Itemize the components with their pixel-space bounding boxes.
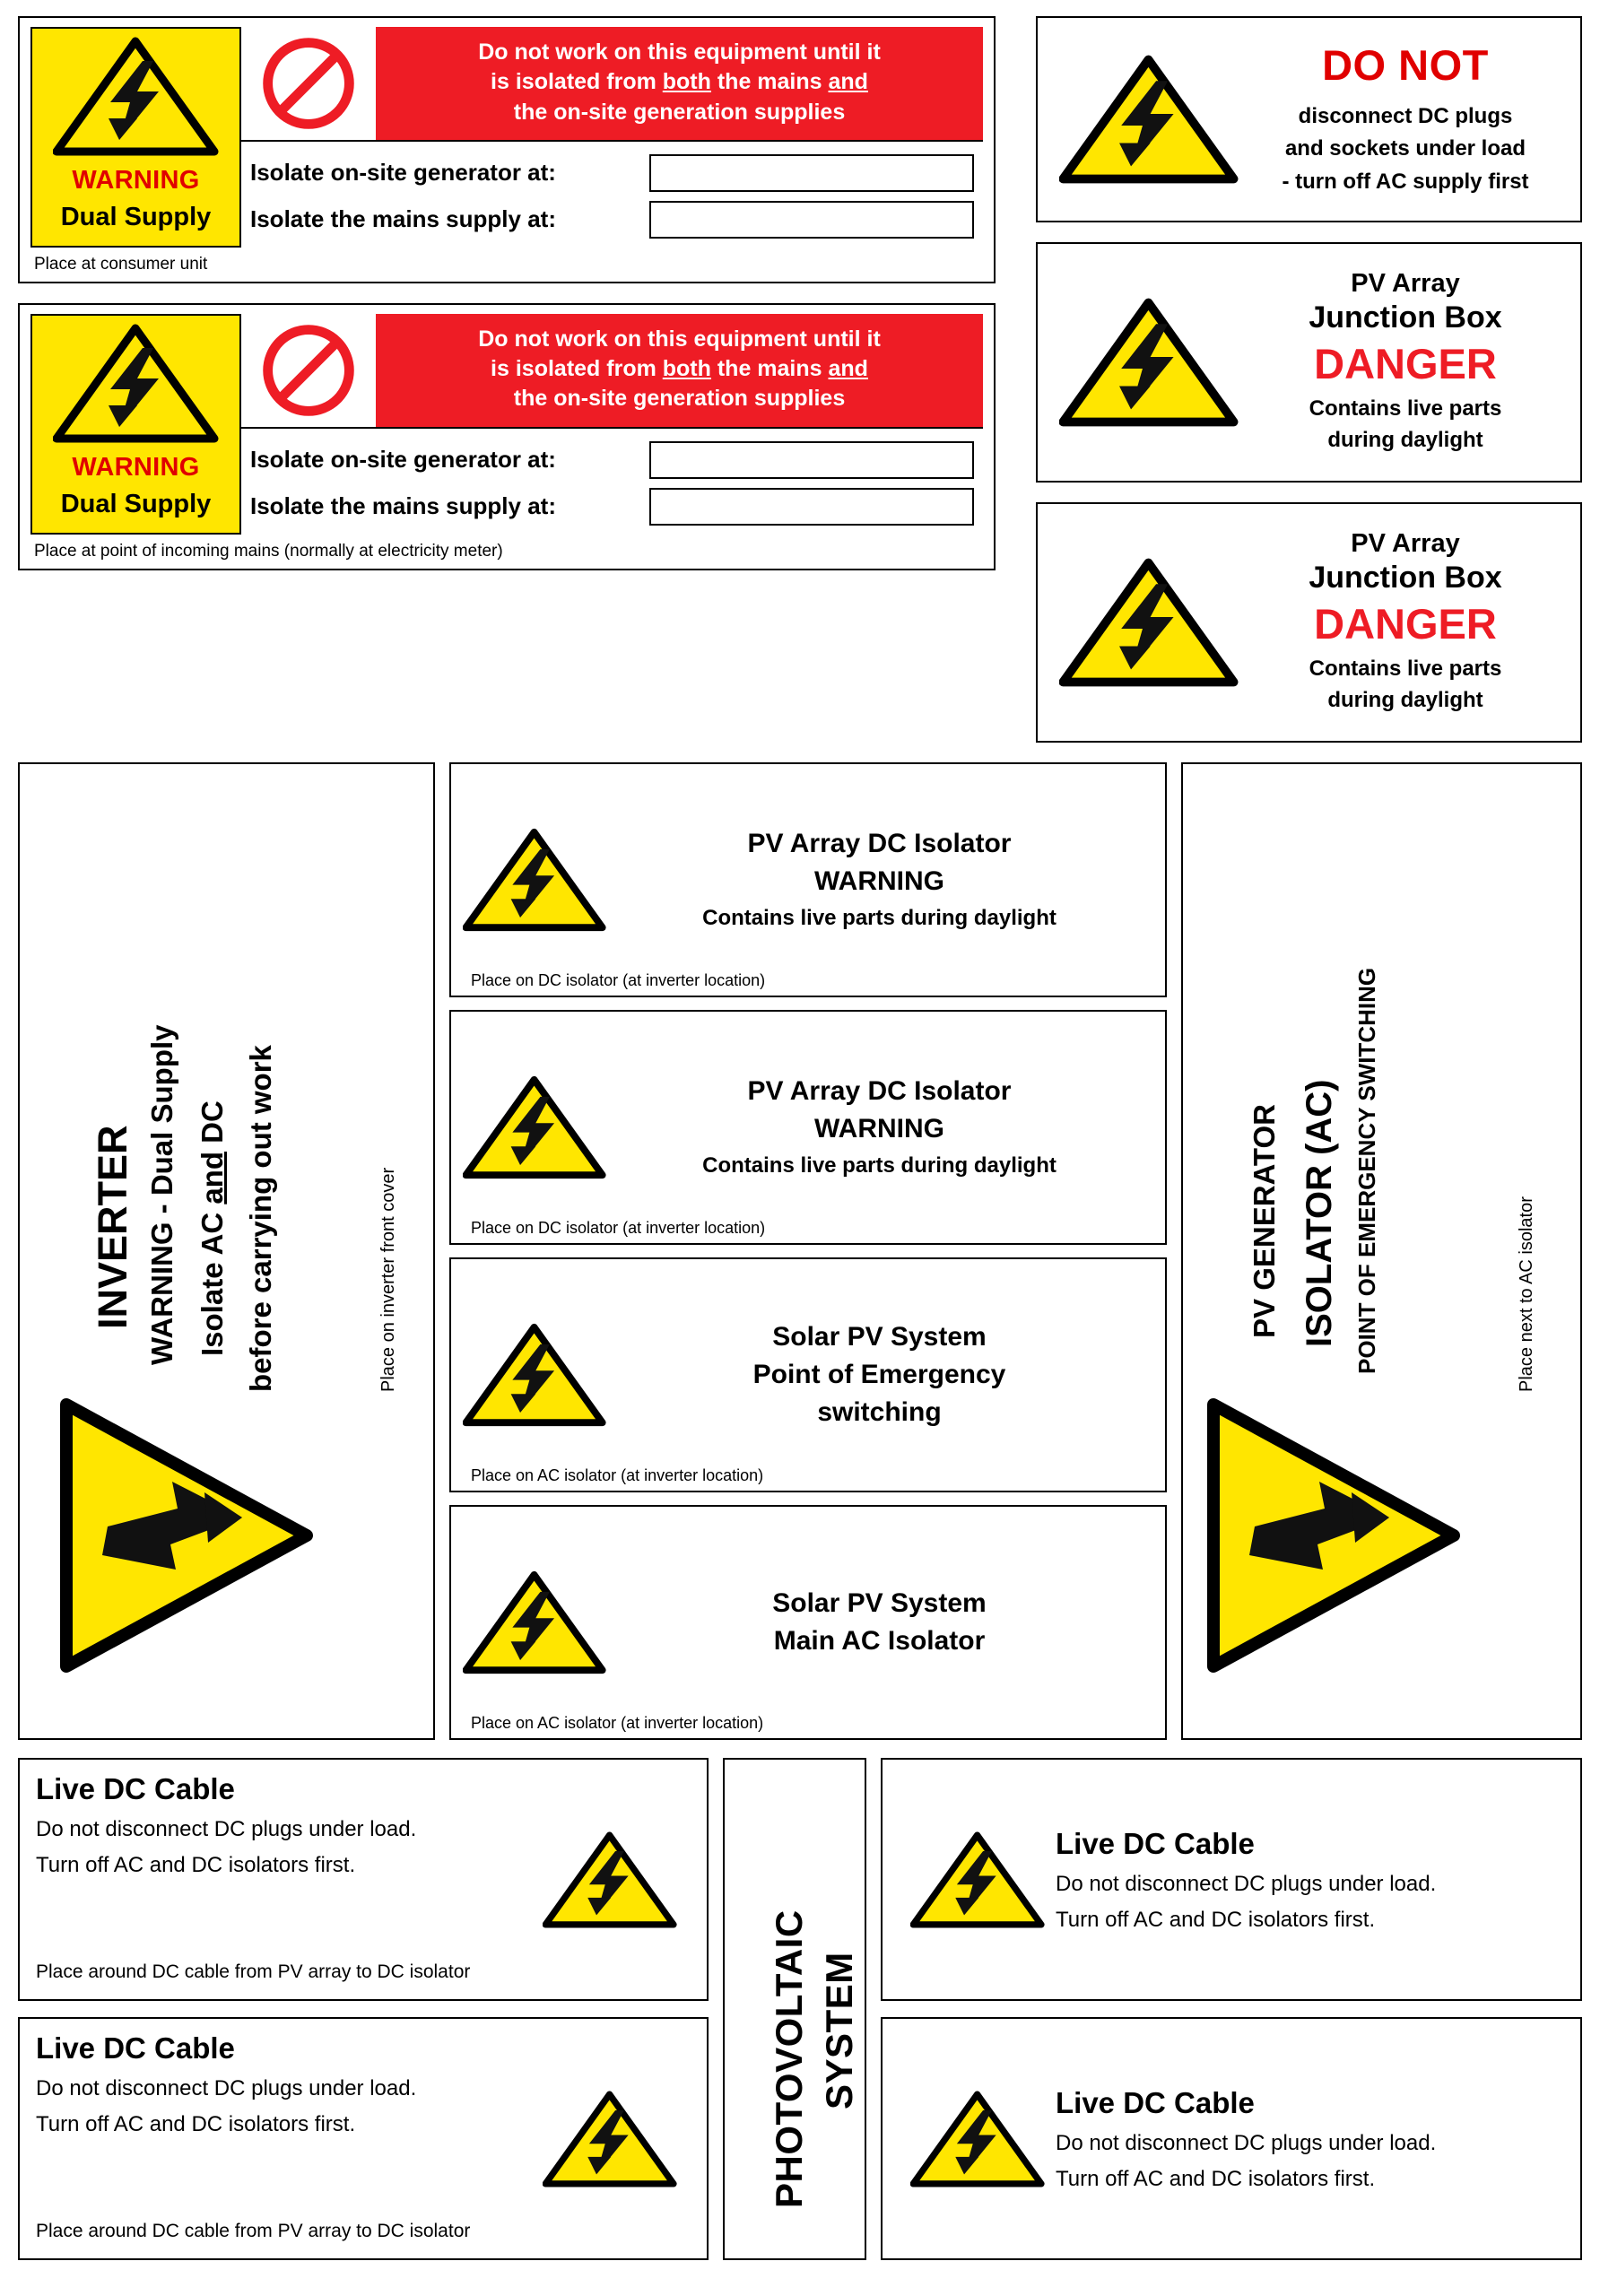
isolate-mains-field: [250, 201, 983, 239]
live-dc-text: [36, 1772, 529, 1987]
do-not-lines: [1245, 100, 1566, 198]
dual-supply-right: [241, 27, 983, 248]
dual-supply-right: [241, 314, 983, 535]
placement-note: Place on DC isolator (at inverter location): [471, 971, 766, 989]
label-line-3: Contains live parts during daylight: [702, 906, 1057, 930]
electric-shock-hazard-icon: [463, 1321, 606, 1429]
hazard-icon-wrap: [460, 1321, 608, 1429]
isolate-generator-input[interactable]: [649, 441, 974, 479]
inverter-isolate-line: Isolate AC and DC: [196, 1100, 229, 1356]
emergency-switching-line: POINT OF EMERGENCY SWITCHING: [1353, 967, 1380, 1374]
isolate-mains-input[interactable]: [649, 488, 974, 526]
label-line-3: Contains live parts during daylight: [702, 1153, 1057, 1178]
do-not-line-3: - turn off AC supply first: [1282, 169, 1529, 194]
live-dc-cable-label-2: [18, 2017, 709, 2260]
electric-shock-hazard-icon: [54, 1392, 314, 1679]
electric-shock-hazard-icon: [910, 1830, 1045, 1930]
live-dc-line-1: Do not disconnect DC plugs under load.: [36, 2076, 417, 2100]
bottom-section: [18, 1758, 1582, 2260]
electric-shock-hazard-icon: [53, 36, 219, 157]
hazard-icon-wrap: [899, 2089, 1056, 2189]
live-dc-line-1: Do not disconnect DC plugs under load.: [1056, 1871, 1437, 1896]
dual-supply-label-1: [18, 16, 996, 283]
placement-note: Place on AC isolator (at inverter location): [471, 1714, 764, 1732]
isolator-ac-line: ISOLATOR (AC): [1300, 1079, 1339, 1347]
middle-label-stack: [449, 762, 1167, 1740]
live-dc-cable-label-1: [18, 1758, 709, 2001]
warning-word: WARNING: [72, 452, 200, 482]
live-dc-cable-label-3: [881, 1758, 1582, 2001]
warning-word: WARNING: [72, 166, 200, 195]
pv-generator-isolator-label: [1181, 762, 1582, 1740]
placement-note: Place next to AC isolator: [1517, 1196, 1536, 1392]
middle-section: [18, 762, 1582, 1740]
isolate-generator-label: Isolate on-site generator at:: [250, 446, 556, 473]
do-not-title: DO NOT: [1322, 40, 1489, 89]
electric-shock-hazard-icon: [463, 1569, 606, 1676]
placement-note: Place on AC isolator (at inverter location): [471, 1466, 764, 1484]
label-text: [608, 1588, 1156, 1657]
label-line-1: PV Array DC Isolator: [747, 1076, 1012, 1106]
label-line-1: Solar PV System: [772, 1322, 987, 1352]
red-line-1: Do not work on this equipment until it: [478, 326, 881, 352]
dual-supply-word: Dual Supply: [60, 489, 212, 518]
danger-word: DANGER: [1314, 339, 1497, 387]
pv-generator-title: PV GENERATOR: [1248, 1104, 1281, 1338]
placement-note: Place around DC cable from PV array to DC isolator: [36, 1961, 471, 1982]
hazard-icon-wrap: [1052, 295, 1245, 430]
live-dc-line-2: Turn off AC and DC isolators first.: [36, 2112, 356, 2136]
live-parts-line: Contains live parts: [1309, 656, 1502, 681]
inverter-label: [18, 762, 435, 1740]
live-dc-text: [36, 2031, 529, 2246]
during-daylight-line: during daylight: [1327, 427, 1483, 452]
live-dc-text: [1056, 1827, 1564, 1933]
label-line-1: Solar PV System: [772, 1588, 987, 1618]
isolate-mains-label: Isolate the mains supply at:: [250, 492, 556, 519]
electric-shock-hazard-icon: [53, 323, 219, 444]
hazard-icon-wrap: [460, 1074, 608, 1181]
live-dc-right-column: [881, 1758, 1582, 2260]
live-dc-line-2: Turn off AC and DC isolators first.: [1056, 2166, 1376, 2191]
isolate-fields: [241, 142, 983, 248]
isolate-generator-input[interactable]: [649, 154, 974, 192]
label-line-1: PV Array DC Isolator: [747, 829, 1012, 858]
label-line-2: WARNING: [814, 1114, 944, 1144]
column-spacer: [1015, 16, 1016, 743]
prohibition-row: [241, 314, 983, 429]
dual-supply-column: [18, 16, 996, 743]
do-not-disconnect-label: [1036, 16, 1582, 222]
isolate-mains-input[interactable]: [649, 201, 974, 239]
electric-shock-hazard-icon: [1059, 52, 1239, 187]
hazard-icon-wrap: [1052, 52, 1245, 187]
no-entry-prohibition-icon: [260, 322, 357, 419]
placement-note: Place on inverter front cover: [378, 1167, 398, 1392]
red-line-2: is isolated from both the mains and: [491, 69, 868, 95]
live-dc-title: Live DC Cable: [1056, 2085, 1255, 2119]
label-line-2: Main AC Isolator: [773, 1626, 986, 1656]
do-not-work-text: [376, 314, 983, 427]
warning-panel: [30, 314, 241, 535]
isolate-generator-field: [250, 441, 983, 479]
prohibition-row: [241, 27, 983, 142]
hazard-icon-wrap: [460, 826, 608, 934]
do-not-line-2: and sockets under load: [1284, 136, 1526, 161]
hazard-icon-wrap: [529, 1772, 691, 1987]
live-dc-title: Live DC Cable: [36, 2031, 235, 2065]
live-dc-line-2: Turn off AC and DC isolators first.: [1056, 1907, 1376, 1932]
top-section: [18, 16, 1582, 743]
live-dc-title: Live DC Cable: [1056, 1826, 1255, 1860]
label-line-2: WARNING: [814, 866, 944, 896]
inverter-content: [20, 764, 433, 1738]
inverter-before-work-line: before carrying out work: [244, 1045, 277, 1392]
right-top-column: [1036, 16, 1582, 743]
live-dc-text: [1056, 2086, 1564, 2192]
label-text: [608, 1322, 1156, 1428]
inverter-warning-line: WARNING - Dual Supply: [145, 1024, 178, 1365]
system-line: SYSTEM: [818, 1952, 860, 2109]
dual-supply-body: [30, 314, 983, 535]
isolate-mains-field: [250, 488, 983, 526]
danger-word: DANGER: [1314, 599, 1497, 648]
electric-shock-hazard-icon: [1059, 555, 1239, 690]
placement-note: Place at consumer unit: [34, 254, 208, 274]
red-line-3: the on-site generation supplies: [513, 99, 846, 125]
hazard-icon-wrap: [1052, 555, 1245, 690]
photovoltaic-system-label: [723, 1758, 866, 2260]
prohibition-icon-wrap: [241, 314, 376, 427]
label-line-3: switching: [817, 1397, 942, 1427]
during-daylight-line: during daylight: [1327, 687, 1483, 712]
electric-shock-hazard-icon: [463, 826, 606, 934]
junction-box-label-2: [1036, 502, 1582, 743]
electric-shock-hazard-icon: [543, 2089, 677, 2189]
junction-box-line: Junction Box: [1309, 560, 1502, 595]
junction-box-line: Junction Box: [1309, 300, 1502, 335]
inverter-title: INVERTER: [90, 1125, 135, 1329]
pv-array-line: PV Array: [1351, 268, 1460, 298]
isolate-fields: [241, 429, 983, 535]
junction-box-text: [1245, 269, 1566, 457]
electric-shock-hazard-icon: [1201, 1392, 1461, 1679]
dual-supply-word: Dual Supply: [60, 203, 212, 231]
live-dc-line-1: Do not disconnect DC plugs under load.: [1056, 2130, 1437, 2155]
pv-array-dc-isolator-label-2: [449, 1010, 1167, 1245]
dual-supply-label-2: [18, 303, 996, 570]
hazard-icon-wrap: [529, 2031, 691, 2246]
electric-shock-hazard-icon: [910, 2089, 1045, 2189]
hazard-icon-wrap: [460, 1569, 608, 1676]
warning-panel: [30, 27, 241, 248]
isolate-mains-label: Isolate the mains supply at:: [250, 205, 556, 233]
hazard-icon-wrap: [899, 1830, 1056, 1930]
isolate-generator-field: [250, 154, 983, 192]
live-dc-left-column: [18, 1758, 709, 2260]
pv-array-dc-isolator-label-1: [449, 762, 1167, 997]
red-line-2: is isolated from both the mains and: [491, 356, 868, 381]
live-dc-line-2: Turn off AC and DC isolators first.: [36, 1853, 356, 1877]
pv-generator-content: [1183, 764, 1580, 1738]
live-dc-cable-label-4: [881, 2017, 1582, 2260]
electric-shock-hazard-icon: [463, 1074, 606, 1181]
label-line-2: Point of Emergency: [752, 1360, 1006, 1389]
isolate-generator-label: Isolate on-site generator at:: [250, 159, 556, 187]
live-parts-line: Contains live parts: [1309, 396, 1502, 421]
prohibition-icon-wrap: [241, 27, 376, 140]
do-not-work-text: [376, 27, 983, 140]
junction-box-label-1: [1036, 242, 1582, 483]
label-text: [608, 829, 1156, 931]
solar-pv-main-ac-isolator-label: [449, 1505, 1167, 1740]
placement-note: Place around DC cable from PV array to DC isolator: [36, 2221, 471, 2241]
live-dc-title: Live DC Cable: [36, 1772, 235, 1805]
label-text: [608, 1076, 1156, 1178]
dual-supply-body: [30, 27, 983, 248]
do-not-line-1: disconnect DC plugs: [1298, 103, 1513, 128]
no-entry-prohibition-icon: [260, 35, 357, 132]
photovoltaic-line: PHOTOVOLTAIC: [768, 1909, 810, 2208]
red-line-3: the on-site generation supplies: [513, 386, 846, 412]
red-line-1: Do not work on this equipment until it: [478, 39, 881, 65]
electric-shock-hazard-icon: [543, 1830, 677, 1930]
placement-note: Place at point of incoming mains (normally at electricity meter): [34, 541, 503, 561]
placement-note: Place on DC isolator (at inverter location): [471, 1219, 766, 1237]
photovoltaic-system-text: [725, 1760, 865, 2258]
pv-array-line: PV Array: [1351, 528, 1460, 558]
electric-shock-hazard-icon: [1059, 295, 1239, 430]
do-not-text: [1245, 40, 1566, 198]
solar-pv-emergency-switching-label: [449, 1257, 1167, 1492]
junction-box-text: [1245, 529, 1566, 717]
live-dc-line-1: Do not disconnect DC plugs under load.: [36, 1817, 417, 1841]
